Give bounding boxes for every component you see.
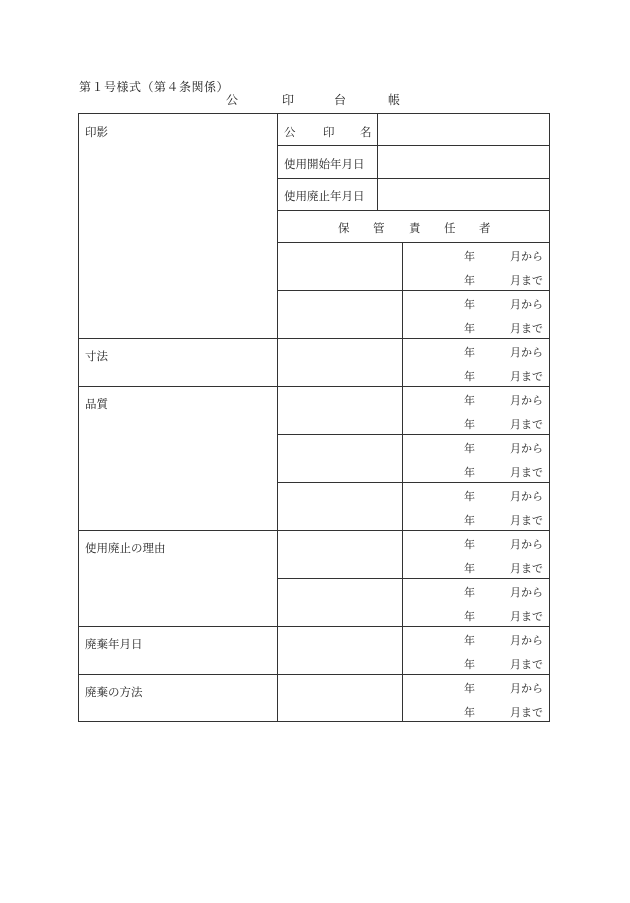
period-to-label: 月まで	[510, 514, 543, 527]
row-divider	[277, 242, 550, 243]
period-to-label: 月まで	[510, 274, 543, 287]
period-to-label: 月まで	[510, 610, 543, 623]
period-year-label: 年	[464, 682, 475, 695]
title-char: 印	[282, 93, 295, 107]
period-year-label: 年	[464, 706, 475, 719]
period-year-label: 年	[464, 490, 475, 503]
start-date-label: 使用開始年月日	[284, 157, 365, 171]
period-from-label: 月から	[510, 634, 543, 647]
period-year-label: 年	[464, 538, 475, 551]
period-year-label: 年	[464, 394, 475, 407]
title-char: 台	[334, 93, 347, 107]
disposal-method-label: 廃棄の方法	[85, 685, 143, 699]
period-from-label: 月から	[510, 682, 543, 695]
column-divider	[277, 113, 278, 722]
period-year-label: 年	[464, 514, 475, 527]
dimensions-label: 寸法	[85, 349, 108, 363]
period-from-label: 月から	[510, 250, 543, 263]
section-divider	[78, 626, 550, 627]
period-from-label: 月から	[510, 394, 543, 407]
period-year-label: 年	[464, 466, 475, 479]
period-to-label: 月まで	[510, 658, 543, 671]
impression-label: 印影	[85, 125, 108, 139]
row-divider	[277, 578, 550, 579]
row-divider	[277, 482, 550, 483]
period-year-label: 年	[464, 586, 475, 599]
period-year-label: 年	[464, 442, 475, 455]
row-divider	[277, 145, 550, 146]
period-to-label: 月まで	[510, 706, 543, 719]
period-year-label: 年	[464, 346, 475, 359]
seal-name-label-char: 公	[284, 125, 296, 139]
period-from-label: 月から	[510, 442, 543, 455]
period-year-label: 年	[464, 274, 475, 287]
period-from-label: 月から	[510, 586, 543, 599]
period-year-label: 年	[464, 562, 475, 575]
section-divider	[78, 530, 550, 531]
row-divider	[277, 210, 550, 211]
period-to-label: 月まで	[510, 466, 543, 479]
period-year-label: 年	[464, 610, 475, 623]
custodian-header-char: 者	[479, 221, 491, 235]
form-number: 第１号様式（第４条関係）	[79, 80, 230, 94]
seal-name-label-char: 印	[323, 125, 335, 139]
period-year-label: 年	[464, 298, 475, 311]
period-year-label: 年	[464, 418, 475, 431]
row-divider	[277, 178, 550, 179]
seal-name-label-char: 名	[360, 125, 372, 139]
period-year-label: 年	[464, 322, 475, 335]
row-divider	[277, 434, 550, 435]
section-divider	[78, 386, 550, 387]
period-to-label: 月まで	[510, 370, 543, 383]
custodian-header-char: 任	[444, 221, 456, 235]
material-label: 品質	[85, 397, 108, 411]
row-divider	[277, 290, 550, 291]
custodian-header-char: 管	[373, 221, 385, 235]
custodian-header-char: 保	[338, 221, 350, 235]
ledger-table	[78, 113, 550, 722]
period-year-label: 年	[464, 658, 475, 671]
end-date-label: 使用廃止年月日	[284, 189, 365, 203]
custodian-header-char: 責	[409, 221, 421, 235]
title-char: 公	[226, 93, 239, 107]
period-year-label: 年	[464, 250, 475, 263]
period-from-label: 月から	[510, 538, 543, 551]
section-divider	[78, 338, 550, 339]
title-char: 帳	[388, 93, 401, 107]
period-to-label: 月まで	[510, 562, 543, 575]
period-to-label: 月まで	[510, 418, 543, 431]
disposal-date-label: 廃棄年月日	[85, 637, 143, 651]
period-from-label: 月から	[510, 490, 543, 503]
section-divider	[78, 674, 550, 675]
period-from-label: 月から	[510, 346, 543, 359]
period-year-label: 年	[464, 370, 475, 383]
column-divider	[377, 113, 378, 211]
period-from-label: 月から	[510, 298, 543, 311]
disuse-reason-label: 使用廃止の理由	[85, 541, 166, 555]
period-year-label: 年	[464, 634, 475, 647]
period-to-label: 月まで	[510, 322, 543, 335]
